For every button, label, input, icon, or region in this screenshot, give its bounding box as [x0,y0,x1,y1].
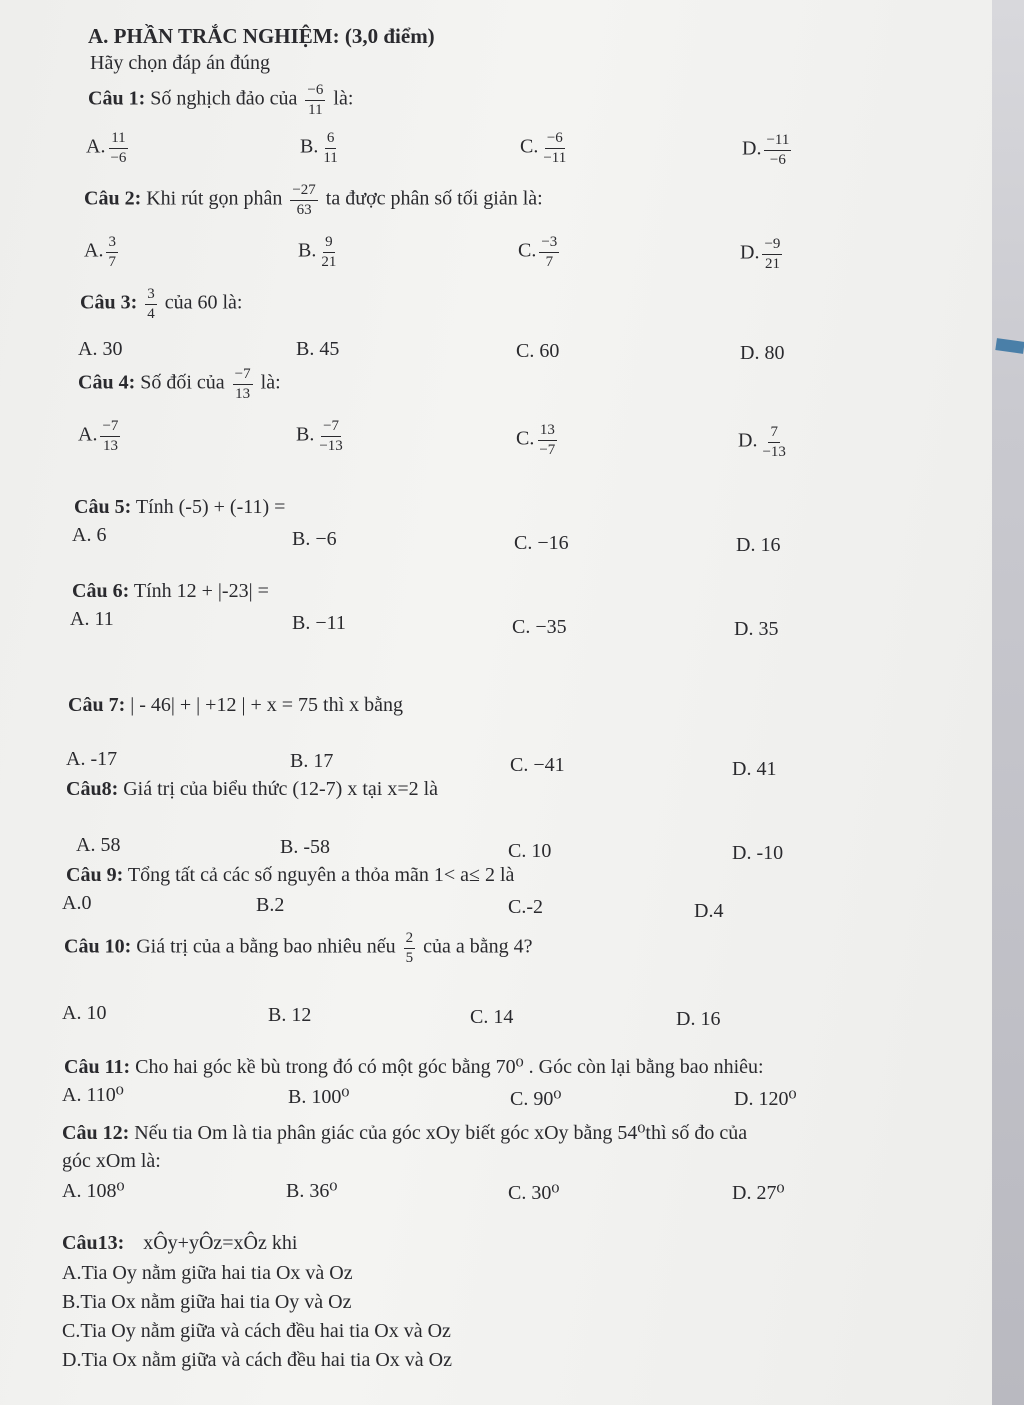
option-c[interactable]: C. 14 [470,1006,514,1028]
option-b[interactable]: B. 100⁰ [288,1086,350,1108]
option-c[interactable]: C.-2 [508,896,543,918]
fraction: $\frac{2}{5}$ [405,930,414,966]
question-text: Tổng tất cả các số nguyên a thỏa mãn 1< a≤ 2 là [127,864,515,886]
option-a[interactable]: A. $\frac{-7}{13}$ [78,418,119,454]
option-d[interactable]: D. 27⁰ [732,1182,785,1204]
question-9 [66,864,514,887]
question-label: Câu 10: [64,935,132,958]
question-label: Câu 7: [68,694,126,716]
option-b[interactable]: B. −6 [292,528,337,550]
option-b[interactable]: B. −11 [292,612,346,634]
question-text: xÔy+yÔz=xÔz khi [143,1232,298,1254]
option-b[interactable]: B. $\frac{6}{11}$ [300,130,338,166]
question-text: là: [260,371,281,394]
question-label: Câu 6: [72,580,130,602]
option-b[interactable]: B. $\frac{9}{21}$ [298,234,337,270]
fraction: $\frac{-6}{11}$ [307,82,324,118]
question-6 [72,580,269,603]
option-a[interactable]: A. 108⁰ [62,1180,125,1202]
option-c[interactable]: C. 30⁰ [508,1182,560,1204]
question-1 [88,82,353,118]
question-2 [84,182,543,218]
question-text: của a bằng 4? [423,935,533,958]
question-12-continued: góc xOm là: [62,1150,161,1172]
option-b[interactable]: B.Tia Ox nằm giữa hai tia Oy và Oz [62,1291,352,1313]
option-d[interactable]: D.4 [694,900,724,922]
question-text: của 60 là: [164,291,243,314]
option-b[interactable]: B. 36⁰ [286,1180,338,1202]
option-b[interactable]: B. -58 [280,836,330,858]
question-text: Giá trị của biểu thức (12-7) x tại x=2 là [123,778,439,800]
option-b[interactable]: B. 12 [268,1004,312,1026]
question-text: Tính 12 + |-23| = [133,580,269,602]
option-a[interactable]: A. $\frac{11}{-6}$ [86,130,127,166]
option-a[interactable]: A. 58 [76,834,121,856]
option-c[interactable]: C. −41 [510,754,565,776]
question-text: Số đối của [140,371,225,394]
question-5 [74,496,285,519]
question-label: Câu 3: [80,291,138,314]
option-c[interactable]: C. $\frac{-6}{-11}$ [520,130,567,166]
option-c[interactable]: C.Tia Oy nằm giữa và cách đều hai tia Ox và Oz [62,1320,451,1342]
option-d[interactable]: D. $\frac{-11}{-6}$ [742,132,790,168]
background-edge [992,0,1024,1405]
option-c[interactable]: C. 10 [508,840,552,862]
question-3 [80,286,242,322]
option-d[interactable]: D.Tia Ox nằm giữa và cách đều hai tia Ox và Oz [62,1349,452,1371]
option-a[interactable]: A.0 [62,892,92,914]
option-c[interactable]: C. $\frac{13}{-7}$ [516,422,556,458]
question-label: Câu13: [62,1232,125,1254]
option-c[interactable]: C. 90⁰ [510,1088,562,1110]
option-a[interactable]: A. 10 [62,1002,107,1024]
question-label: Câu 2: [84,187,142,210]
question-label: Câu 1: [88,87,146,110]
option-c[interactable]: C. −16 [514,532,569,554]
question-label: Câu 11: [64,1056,131,1078]
option-d[interactable]: D. $\frac{-9}{21}$ [740,236,781,272]
question-13 [62,1232,297,1255]
option-a[interactable]: A. 110⁰ [62,1084,124,1106]
option-d[interactable]: D. 16 [676,1008,721,1030]
question-text: Cho hai góc kề bù trong đó có một góc bằng 70⁰ . Góc còn lại bằng bao nhiêu: [135,1056,764,1078]
question-11 [64,1054,764,1079]
question-text: Số nghịch đảo của [150,87,298,110]
fraction: $\frac{-27}{63}$ [292,182,316,218]
question-label: Câu 9: [66,864,124,886]
question-text: | - 46| + | +12 | + x = 75 thì x bằng [130,694,404,716]
option-b[interactable]: B. 17 [290,750,334,772]
option-a[interactable]: A. 11 [70,608,114,630]
section-heading: A. PHẦN TRẮC NGHIỆM: (3,0 điểm) [88,24,435,48]
fraction: $\frac{-7}{13}$ [234,366,251,402]
instruction: Hãy chọn đáp án đúng [90,52,270,74]
question-10 [64,930,532,966]
fraction: $\frac{3}{4}$ [147,286,155,322]
question-label: Câu 5: [74,496,132,518]
question-text: ta được phân số tối giản là: [325,187,543,210]
option-c[interactable]: C. 60 [516,340,560,362]
question-8 [66,778,438,801]
option-d[interactable]: D. 41 [732,758,777,780]
question-text: Tính (-5) + (-11) = [135,496,286,518]
question-text: là: [333,87,354,110]
option-a[interactable]: A. -17 [66,748,118,770]
option-c[interactable]: C. $\frac{-3}{7}$ [518,234,558,270]
question-text: Nếu tia Om là tia phân giác của góc xOy biết góc xOy bằng 54⁰thì số đo của [134,1122,748,1144]
option-d[interactable]: D. 120⁰ [734,1088,797,1110]
option-b[interactable]: B.2 [256,894,285,916]
option-d[interactable]: D. 80 [740,342,785,364]
option-d[interactable]: D. $\frac{7}{-13}$ [738,424,786,460]
question-7 [68,694,403,717]
question-text: Giá trị của a bằng bao nhiêu nếu [136,935,396,958]
option-b[interactable]: B. 45 [296,338,340,360]
question-12 [62,1120,747,1145]
option-a[interactable]: A. $\frac{3}{7}$ [84,234,116,270]
option-d[interactable]: D. 16 [736,534,781,556]
question-label: Câu 4: [78,371,136,394]
question-text: Khi rút gọn phân [146,187,283,210]
option-a[interactable]: A.Tia Oy nằm giữa hai tia Ox và Oz [62,1262,353,1284]
option-c[interactable]: C. −35 [512,616,567,638]
option-b[interactable]: B. $\frac{-7}{-13}$ [296,418,343,454]
option-a[interactable]: A. 6 [72,524,107,546]
option-a[interactable]: A. 30 [78,338,123,360]
question-4 [78,366,281,402]
question-label: Câu8: [66,778,119,800]
option-d[interactable]: D. 35 [734,618,779,640]
question-label: Câu 12: [62,1122,130,1144]
option-d[interactable]: D. -10 [732,842,784,864]
